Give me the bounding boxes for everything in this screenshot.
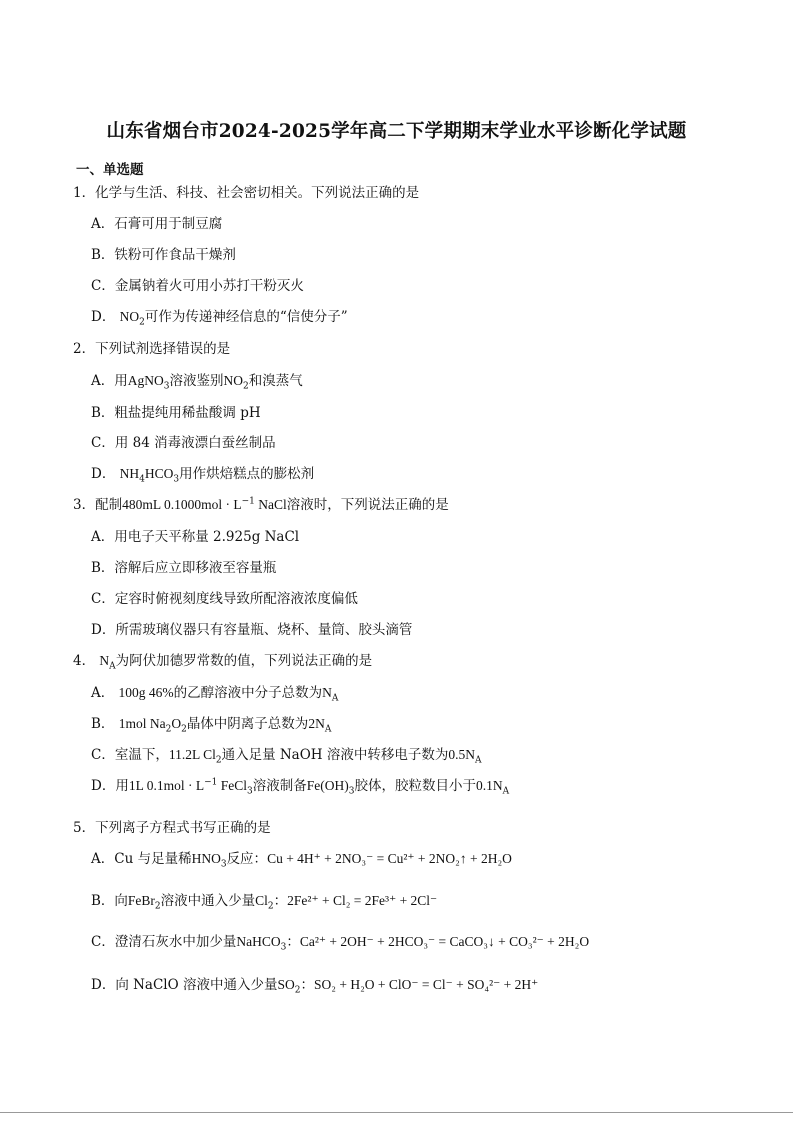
question-3-option-c: C．定容时俯视刻度线导致所配溶液浓度偏低 [91,591,358,607]
question-5-option-c: C．澄清石灰水中加少量NaHCO$_3$：Ca²⁺ + 2OH⁻ + 2HCO₃⁻ = CaCO₃↓ + CO₃²⁻ + 2H₂O [91,934,590,953]
question-3-option-a: A．用电子天平称量 2.925g NaCl [91,529,300,545]
question-1-option-c: C．金属钠着火可用小苏打干粉灭火 [91,278,304,294]
question-4-stem: 4． $N_A$为阿伏加德罗常数的值，下列说法正确的是 [73,653,373,672]
question-2-option-a: A．用AgNO$_3$溶液鉴别$NO_2$和溴蒸气 [91,373,303,392]
question-5-option-a: A．Cu 与足量稀$HNO_3$反应：Cu + 4H⁺ + 2NO₃⁻ = Cu²⁺ + 2NO₂↑ + 2H₂O [91,851,512,870]
question-5-option-b: B．向FeBr$_2$溶液中通入少量$Cl_2$：2Fe²⁺ + Cl₂ = 2Fe³⁺ + 2Cl⁻ [91,893,438,912]
equation-5a: Cu + 4H⁺ + 2NO₃⁻ = Cu²⁺ + 2NO₂↑ + 2H₂O [267,851,512,866]
question-3-stem: 3．配制480mL $0.1000mol \cdot L^{-1}$ NaCl溶液时，下列说法正确的是 [73,496,449,513]
equation-5b: 2Fe²⁺ + Cl₂ = 2Fe³⁺ + 2Cl⁻ [287,893,438,908]
question-1-option-d: D． $NO_2$可作为传递神经信息的“信使分子” [91,309,348,328]
question-4-option-b: B． 1mol $Na_2O_2$晶体中阴离子总数为$2N_A$ [91,716,332,735]
question-1-option-b: B．铁粉可作食品干燥剂 [91,247,236,263]
question-5-option-d: D．向 NaClO 溶液中通入少量$SO_2$：SO₂ + H₂O + ClO⁻ = Cl⁻ + SO₄²⁻ + 2H⁺ [91,977,539,996]
question-4-option-d: D．用1L $0.1mol \cdot L^{-1}$ FeCl$_3$溶液制备$Fe(OH)_3$胶体，胶粒数目小于$0.1N_A$ [91,777,510,797]
question-5-stem: 5．下列离子方程式书写正确的是 [73,820,271,836]
question-2-option-d: D． $NH_4HCO_3$用作烘焙糕点的膨松剂 [91,466,315,485]
question-1-stem: 1．化学与生活、科技、社会密切相关。下列说法正确的是 [73,185,420,201]
section-heading: 一、单选题 [76,162,144,178]
question-2-option-c: C．用 84 消毒液漂白蚕丝制品 [91,435,276,451]
question-2-option-b: B．粗盐提纯用稀盐酸调 pH [91,405,261,421]
page-title: 山东省烟台市2024-2025学年高二下学期期末学业水平诊断化学试题 [106,121,687,142]
page-bottom-divider [0,1112,793,1113]
question-1-option-a: A．石膏可用于制豆腐 [91,216,223,232]
question-4-option-c: C．室温下，11.2L $Cl_2$通入足量 NaOH 溶液中转移电子数为$0.5N_A$ [91,747,482,766]
question-2-stem: 2．下列试剂选择错误的是 [73,341,231,357]
question-3-option-b: B．溶解后应立即移液至容量瓶 [91,560,277,576]
equation-5c: Ca²⁺ + 2OH⁻ + 2HCO₃⁻ = CaCO₃↓ + CO₃²⁻ + 2H₂O [299,934,590,949]
question-4-option-a: A． 100g 46%的乙醇溶液中分子总数为$N_A$ [91,685,339,704]
question-3-option-d: D．所需玻璃仪器只有容量瓶、烧杯、量筒、胶头滴管 [91,622,413,638]
equation-5d: SO₂ + H₂O + ClO⁻ = Cl⁻ + SO₄²⁻ + 2H⁺ [314,977,539,992]
